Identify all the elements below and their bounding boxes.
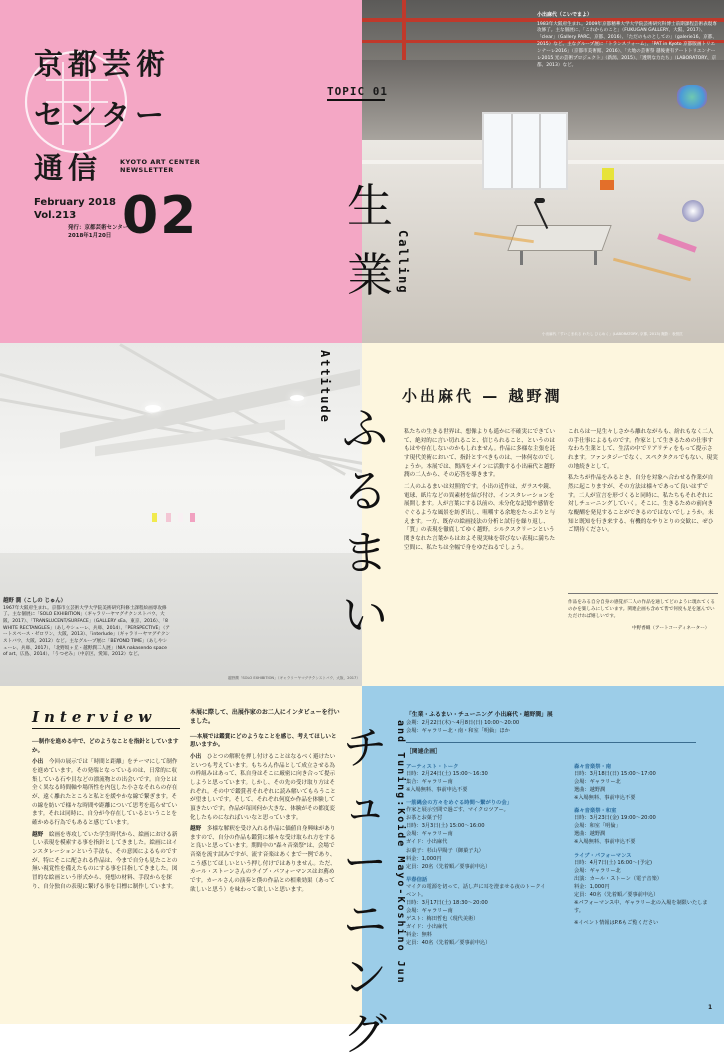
interview-a1: 今回の展示では「時間と距離」をテーマにして制作を進めています。その発端となっているのは、日常的に収集している石や貝などの漂流物との出会いです。自分とは全く異なる時間軸や場所性を内包した小さなそれらの存在が、遠く離れたところと私とを緩やかな線で繋ぎます。その線を紡いで様々な時間や距離について思考を巡らせています。それは同時に、自分が今存在しているということを確かめる行為でもあると感じています。 — [32, 759, 178, 826]
publisher-name: 発行：京都芸術センター — [68, 225, 129, 231]
title-furumai — [342, 398, 392, 646]
event-1-title: アーティスト・トーク — [406, 764, 459, 770]
issue-number: 02 — [122, 186, 199, 246]
essay-para-2: 二人のふるまいは対照的です。小出の近作は、ガラスや鏡、電球、紙片などの異素材を結び付け、インスタレーションを展開します。人が言葉にする以前の、未分化な記憶や感情をぐぐるような風景を紡ぎ出し、咀嚼する余地をたっぷりと与えます。一方、既存の絵画技法の分析と試行を繰り返し、「質」の表現を徹底してゆく越野。シルクスクリーンという関きなれた言葉からはおよそ現実味を帯びない表現に満ちた空間に、私たちは全幅で身をゆだねるでしょう。 — [404, 483, 556, 551]
koide-bio — [537, 12, 717, 70]
interview-a3-name: 小出 — [190, 753, 202, 760]
topic-label: TOPIC 01 — [327, 85, 388, 98]
related-events-heading: ［関連企画］ — [406, 749, 441, 755]
page-number: 1 — [708, 1004, 713, 1011]
exhibition-venue: 会場：ギャラリー北・南・和室「明倫」ほか — [406, 728, 510, 735]
interview-a2: 絵画を専攻していた学生時代から、絵画における新しい表現を模索する事を指針としてきました。絵画にはインスタレーションという手法も、その意図によるものですが、特にそこに配される作品は、今まで自分も見たことの無い視覚性を備えたものにする事を目指してきました。図冒的な絵画という形式から、発想の材料、手段からを探り、自分独自の表現に繋げる事を目標に制作しています。 — [32, 831, 178, 890]
interview-panel — [0, 686, 362, 1024]
title-tuning — [342, 720, 392, 1063]
masthead-title-2: センター — [34, 98, 169, 132]
interview-q1: ──制作を進める中で、どのようなことを指針としていますか。 — [32, 739, 179, 754]
interview-heading: Interview — [32, 708, 157, 726]
event-6-details: 日時：4月7日(土) 16:00〜(予定) 会場：ギャラリー北 出演：カール・ストーン（電子音楽） 料金：1,000円 定員：40名（先着順／要事前申込） ※パフォーマンス中、ギャラリー北の入場を制限いたします。 — [574, 859, 708, 914]
interview-a2-name: 越野 — [32, 831, 44, 838]
essay-col2 — [568, 428, 718, 538]
exhibition-divider — [406, 742, 696, 743]
essay-note: 作品をみる自分自身の感覚が二人の作品を通してどのように現れてくるのかを楽しみにしています。関連企画も含めて皆で何度も足を運んでいただければ嬉しいです。 — [568, 600, 716, 620]
events-footnote: ※イベント情報はP.6もご覧ください — [574, 919, 659, 926]
essay-para-3: これらは一見生々しさから離れながらも、紛れもなく二人の手仕事によるものです。作家として生きるための仕事すなわち生業として、生活の中でリアリティをもって提示されます。ファンタジーでなく、スペクタクルでもない、現実の地続きとして。 — [568, 429, 718, 470]
events-col1 — [406, 758, 546, 947]
events-col2 — [574, 758, 714, 927]
koide-bio-name: 小出麻代（こいでまよ） — [537, 12, 593, 18]
title-seigyo — [345, 172, 395, 310]
publish-date: 2018年1月20日 — [68, 232, 112, 239]
title-tuning-text: チューニング — [343, 723, 387, 1060]
interview-intro: 本展に際して、出展作家のお二人にインタビューを行いました。 — [190, 709, 340, 726]
event-panel — [362, 686, 724, 1024]
event-2-title: 一筋縄会の方々をめぐる時間〜繋がりの会」 — [406, 800, 512, 807]
koshino-bio-text: 1967年大阪府生まれ。京都市立芸術大学大学院美術研究科修士課程絵画専攻修了。主な個展に「SOLO EXHIBITION」（ギャラリーヤマグチクンストバウ、大阪、2017）、「TRANSLUCENT/SURFACE」（GALLERY sEa、東京、2016）、「8 WHITE RECTANGLES」（あしやシューレ、兵庫、2014）、「PERSPECTIVE」（アートスペース・ゼロワン、大阪、2013）、「interlude」（ギャラリーヤマグチクンストバウ、大阪、2012）など。主なグループ展に「BEYOND TIME」（あしやシューレ、兵庫、2017）、「北野坂ヶ丘・越野潤二人展」（NIA nakasendo space of art、広島、2014）、「うつせみ」（中京区、愛知、2012）など。 — [3, 605, 171, 658]
interview-col2 — [190, 708, 340, 897]
interview-a3: ひとつの解釈を押し付けることはなるべく避けたいといつも考えています。もちろん作品として成立させる為の枠組みはあって、私自身はそこに厳密に向き合って提示しようと思っています。しかし、その先の受け取り方はそれぞれ。その中で鑑賞者それぞれに読み解いてもらうことが望ましいです。そして、それぞれ何度か作品を体験して頂きたいです。作品が毎回何か大きな、体験がその都度変化したものになればいいなと思っています。 — [190, 753, 336, 821]
koide-bio-text: 1983年大阪府生まれ。2009年京都精華大学大学院芸術研究科博士前期課程芸術表現専攻修了。主な個展に、「これからのこと」（FUKUGAN GALLERY、大阪、2017）、「clear」（Gallery PARC、京都、2016）、「ただのものとしての」（galerie16、京都、2015）など。主なグループ展に「トランスフォーム」、「PAT in Kyoto 京都版画トリエンナーレ2016」（京都市美術館、2016）、「大地の芸術祭 越後妻有アートトリエンナーレ2015 光の芸術プロジェクト」（新潟、2015）、「透明な力たち」（LABORATORY、京都、2013）など。 — [537, 21, 717, 68]
interview-a1-name: 小出 — [32, 759, 44, 766]
essay-divider — [568, 593, 718, 594]
essay-para-1: 私たちの生きる世界は、想像よりも遥かに不確実にできていて、絶対的に言い切れること、信じられること、というのはもはや存在しないのかもしれません。作品に多様な主張を託す現代美術において、指針とすべきものは、一体何なのでしょうか。本展では、関西をメインに活動する小出麻代と越野潤の二人から、その応答を導きます。 — [404, 429, 556, 479]
photo2-caption: 越野潤「SOLO EXHIBITION」（ギャラリーヤマグチクンストバウ、大阪、2017） — [228, 676, 360, 680]
essay-signature: 中野香織（アートコーディネーター） — [632, 626, 710, 631]
event-4-details: 日時：3月18日(日) 15:00〜17:00 会場：ギャラリー北 選曲：越野潤 ※入場無料、事前申込不要 — [574, 771, 656, 802]
exhibition-info — [406, 711, 706, 735]
event-5-title: 森々音楽祭・和室 — [574, 808, 617, 815]
installation-photo-koide — [362, 0, 724, 343]
interview-a4: 多様な解釈を受け入れる作品に価値自身興味がありますので、自分の作品も鑑賞に様々な受け取られ方をすると良いと思っています。期間中の"森々音楽祭"は、会場で音楽を流す試みですが、流す音楽はあくまで一例であり、こう感じてほしいという押し付けではありません。ただ、カール・ストーンさんのライブ・パフォーマンスはお薦めです。カールさんの演奏と僕の作品との相乗効果（あって欲しいと思う）を味わって欲しいと思います。 — [190, 826, 336, 893]
masthead-title-1: 京都芸術 — [34, 47, 171, 81]
koshino-bio — [3, 598, 171, 659]
event-3-title: 早春信話 — [406, 876, 428, 883]
masthead-en — [120, 158, 200, 174]
topic-underline — [327, 99, 385, 101]
event-6-title: ライブ・パフォーマンス — [574, 852, 632, 859]
interview-underline — [32, 728, 180, 729]
issue-date: February 2018 — [34, 197, 116, 208]
installation-photo-koshino — [0, 343, 362, 686]
title-furumai-text: ふるまい — [342, 402, 388, 643]
artists-heading: 小出麻代 — 越野潤 — [402, 387, 563, 405]
interview-q3: ──本展では鑑賞にどのようなことを感じ、考えてほしいと思いますか。 — [190, 733, 337, 749]
essay-panel — [362, 343, 724, 686]
interview-a4-name: 越野 — [190, 826, 202, 833]
masthead-en-1: KYOTO ART CENTER — [120, 158, 201, 166]
exhibition-title: 「生業・ふるまい・チューニング 小出麻代・越野潤」展 — [406, 712, 553, 718]
event-3-details: マイクの電源を切って、話し声に耳を澄ませる夜のトークイベント。 日時：3月17日(土) 18:30〜20:00 会場：ギャラリー南 ゲスト：梅田哲也（現代美術） ガイド：小出麻代 料金：無料 定員：40名（先着順／要事前申込） — [406, 883, 546, 947]
masthead-en-2: NEWSLETTER — [120, 166, 174, 175]
interview-col1 — [32, 738, 182, 894]
title-roman-attitude: Attitude — [318, 350, 332, 424]
koshino-bio-name: 越野 潤（こしの じゅん） — [3, 598, 67, 604]
event-5-details: 日時：3月23日(金) 19:00〜20:00 会場：和室「明倫」 選曲：越野潤 ※入場無料、事前申込不要 — [574, 815, 656, 846]
issue-vol: Vol.213 — [34, 210, 77, 221]
event-1-details: 日時：2月24日(土) 15:00〜16:30 集合：ギャラリー南 ※入場無料、事前申込不要 — [406, 771, 488, 794]
exhibition-period: 会期：2月22日(木)〜4月8日(日) 10:00〜20:00 — [406, 720, 520, 727]
title-seigyo-text: 生業 — [347, 179, 393, 302]
essay-para-4: 私たちが作品をみるとき、自分を対象へ合わせる作業が自然に起こりますが、その方法は様々であって良いはずです。二人が宣言を形づくると同時に、私たちもそれぞれに対しチューニングしていく。そこに、生きるための前向きな醍醐を発見することができるのではないでしょうか。未知と既知を行き来する、有機的なやりとりの交歓に、ぜひご期待ください。 — [568, 475, 714, 534]
masthead-title-3: 通信 — [34, 151, 103, 185]
title-roman-calling: Calling — [396, 230, 410, 295]
photo1-caption: 小出麻代「すいこまれる わたし ひらめく」(LABORATORY, 京都, 2013) 撮影：表恒匡 — [542, 332, 683, 336]
title-roman-tuning: and Tuning:Koide Mayo-Koshino Jun — [395, 720, 406, 985]
essay-col1 — [404, 428, 556, 555]
event-2-details: 作家と展示空間で過ごす、マイクロツアー。 お茶とお菓子付 日時：3月3日(土) 15:00〜16:00 会場：ギャラリー南 ガイド：小出麻代 お菓子：杉山早陽子（御菓子丸） 料金：1,000円 定員：20名（先着順／要事前申込） — [406, 807, 509, 870]
publisher — [68, 225, 128, 240]
event-4-title: 森々音楽祭・南 — [574, 764, 612, 770]
masthead-panel — [0, 0, 362, 343]
